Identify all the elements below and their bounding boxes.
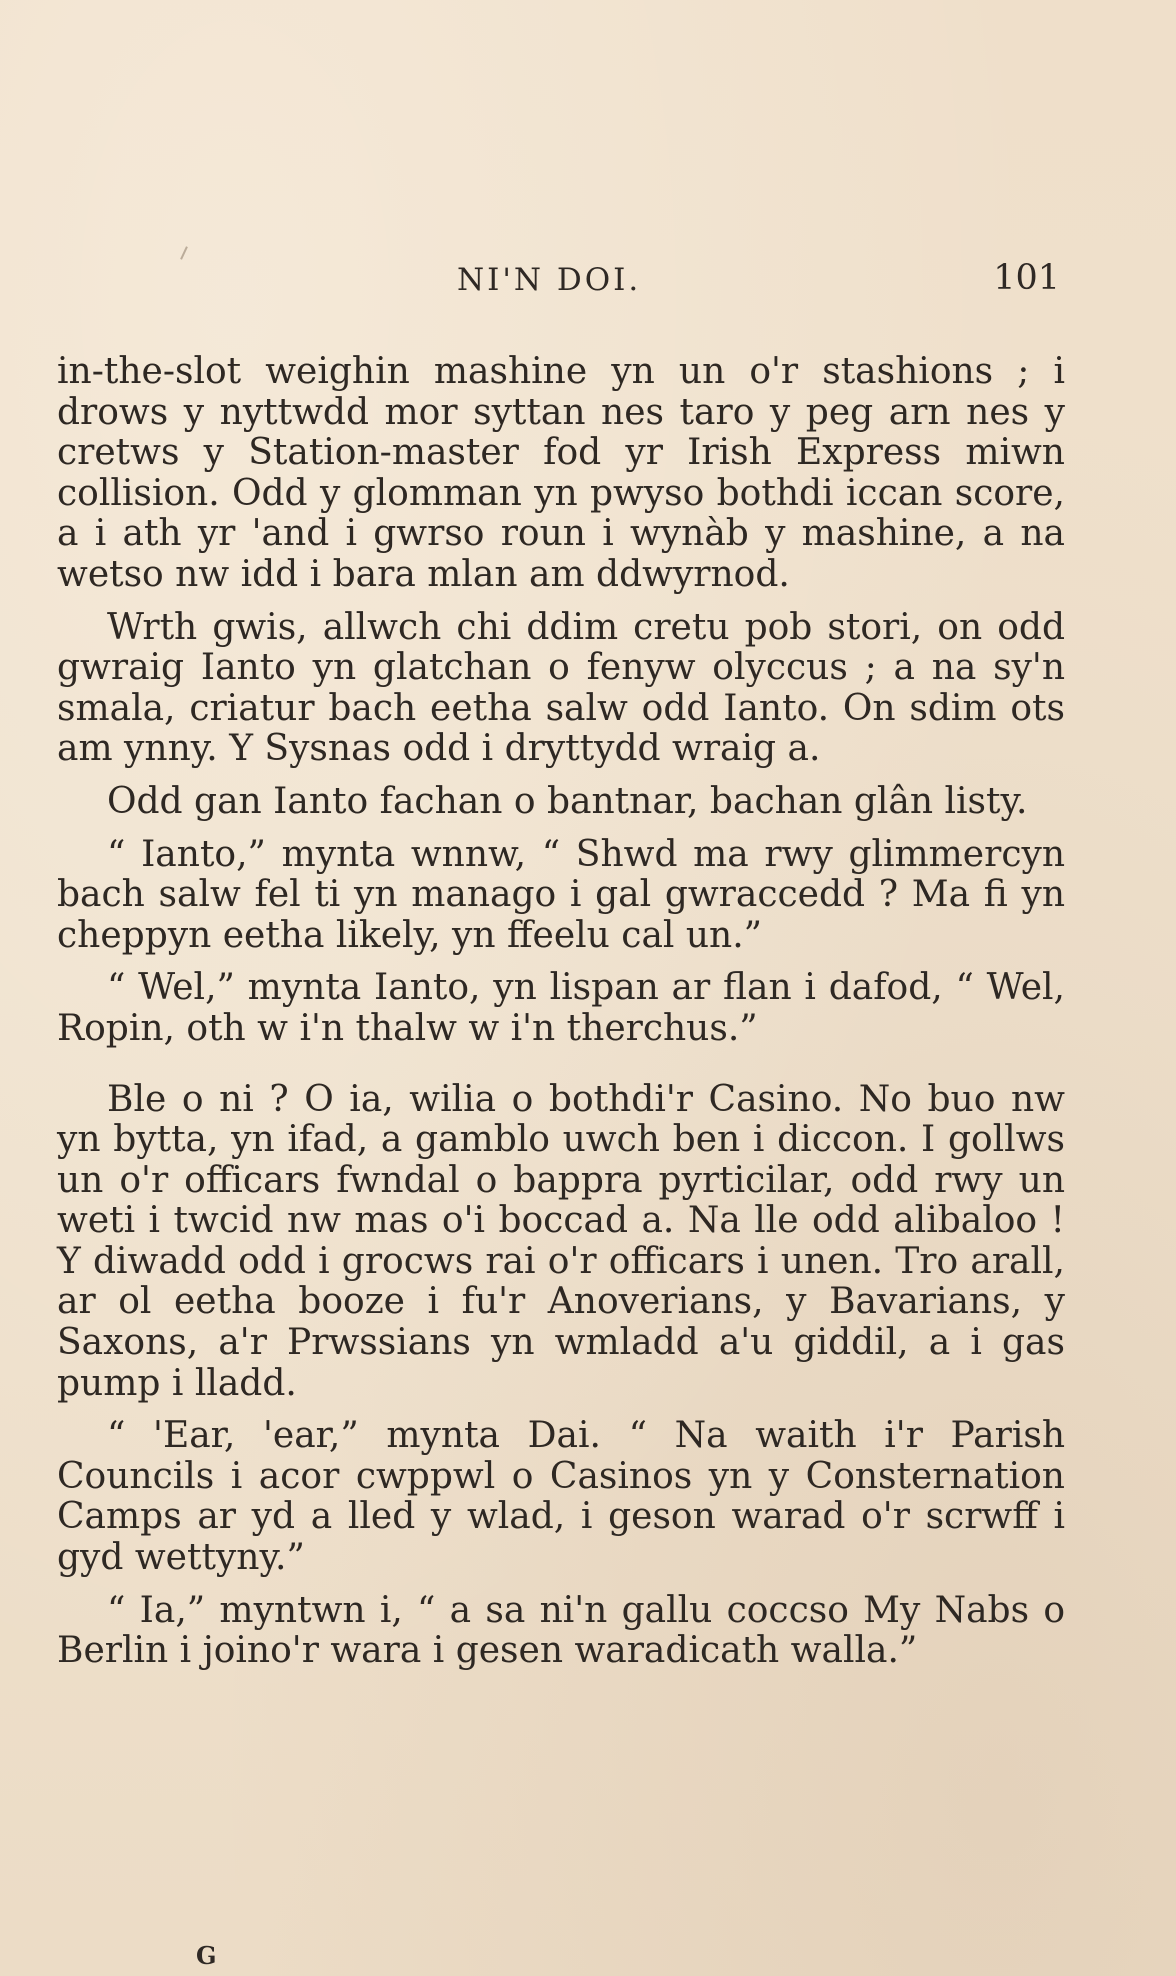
paragraph-3: Odd gan Ianto fachan o bantnar, bachan glân listy.: [107, 780, 1028, 822]
running-title: NI'N DOI.: [457, 262, 642, 298]
paragraph-6: Ble o ni ? O ia, wilia o bothdi'r Casino. No buo nw yn bytta, yn ifad, a gamblo uwch ben i diccon. I gollws un o'r officars fwndal o bappra pyrticilar, odd rwy un weti i twcid nw mas o'i boccad a. Na lle odd alibaloo ! Y diwadd odd i grocws rai o'r officars i unen. Tro arall, ar ol eetha booze i fu'r Anoverians, y Bavarians, y Saxons, a'r Prwssians yn wmladd a'u giddil, a i gas pump i lladd.: [57, 1078, 1065, 1404]
running-head: [57, 258, 1060, 310]
signature-mark: G: [196, 1941, 217, 1970]
paragraph-1: in-the-slot weighin mashine yn un o'r stashions ; i drows y nyttwdd mor syttan nes taro y peg arn nes y cretws y Station-master fod yr Irish Express miwn collision. Odd y glomman yn pwyso bothdi iccan score, a i ath yr 'and i gwrso roun i wynàb y mashine, a na wetso nw idd i bara mlan am ddwyrnod.: [57, 351, 1065, 595]
paper-speck: [180, 246, 188, 260]
paragraph-4: “ Ianto,” mynta wnnw, “ Shwd ma rwy glimmercyn bach salw fel ti yn manago i gal gwraccedd ? Ma fi yn cheppyn eetha likely, yn ffeelu cal un.”: [57, 833, 1065, 956]
body-text: [57, 352, 1065, 1684]
paragraph-5: “ Wel,” mynta Ianto, yn lispan ar flan i dafod, “ Wel, Ropin, oth w i'n thalw w i'n therchus.”: [57, 967, 1065, 1049]
paragraph-7: “ 'Ear, 'ear,” mynta Dai. “ Na waith i'r Parish Councils i acor cwppwl o Casinos yn y Consternation Camps ar yd a lled y wlad, i geson warad o'r scrwff i gyd wettyny.”: [57, 1415, 1065, 1579]
paragraph-2: Wrth gwis, allwch chi ddim cretu pob stori, on odd gwraig Ianto yn glatchan o fenyw olyccus ; a na sy'n smala, criatur bach eetha salw odd Ianto. On sdim ots am ynny. Y Sysnas odd i dryttydd wraig a.: [57, 606, 1065, 770]
page-number: 101: [993, 258, 1060, 298]
paragraph-8: “ Ia,” myntwn i, “ a sa ni'n gallu coccso My Nabs o Berlin i joino'r wara i gesen waradicath walla.”: [57, 1589, 1065, 1672]
